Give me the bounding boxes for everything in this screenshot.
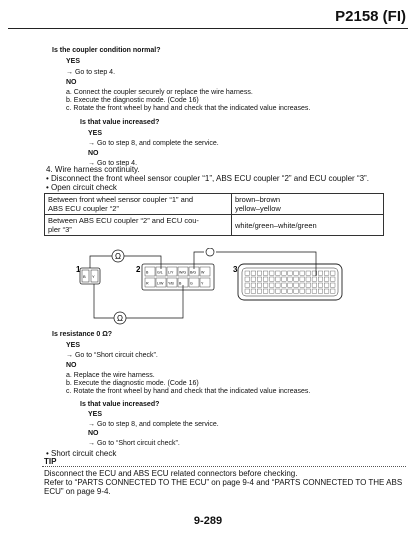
table-row <box>45 215 384 236</box>
no-label: NO <box>66 362 77 369</box>
pin-label: G/L <box>157 270 163 275</box>
pin-label: B <box>83 274 86 279</box>
tip-label: TIP <box>44 457 57 466</box>
header-rule <box>8 28 408 29</box>
ecu-pin <box>294 277 299 281</box>
pin-label: B <box>179 281 182 286</box>
sub-no-action: → Go to step 4. <box>88 160 138 167</box>
ecu-pin <box>269 289 274 293</box>
resistance-question: Is resistance 0 Ω? <box>52 331 113 338</box>
cell-text: white/green–white/green <box>235 220 317 230</box>
pin-label: W/G <box>179 270 187 275</box>
table-cell <box>45 194 232 215</box>
ecu-pin <box>263 271 268 275</box>
pin-label: B/G <box>190 270 197 275</box>
ecu-pin <box>300 289 305 293</box>
ecu-pin <box>318 277 323 281</box>
coupler-3 <box>238 264 342 300</box>
ecu-pin <box>324 277 329 281</box>
coupler-1-label: 1 <box>76 265 81 274</box>
ecu-pin <box>294 271 299 275</box>
ecu-pin <box>245 271 250 275</box>
cell-text: Between front wheel sensor coupler “1” and <box>48 195 194 204</box>
ecu-pin <box>257 271 262 275</box>
coupler-3-label: 3 <box>233 265 238 274</box>
ecu-pin <box>312 283 317 287</box>
pin-label: Y <box>201 281 204 286</box>
ecu-pin <box>306 283 311 287</box>
ecu-pin <box>318 289 323 293</box>
sub-no-action: → Go to “Short circuit check”. <box>88 440 180 447</box>
pin-label: G <box>190 281 193 286</box>
page-number: 9-289 <box>193 515 223 527</box>
sub-yes-label: YES <box>88 130 103 137</box>
ecu-pin <box>306 277 311 281</box>
ecu-pin <box>245 283 250 287</box>
yes-action: → Go to step 4. <box>66 69 116 76</box>
ecu-pin <box>257 289 262 293</box>
ecu-pin <box>257 277 262 281</box>
ecu-pin <box>251 289 256 293</box>
ecu-pin <box>263 289 268 293</box>
ecu-pin <box>306 271 311 275</box>
ecu-pin <box>312 289 317 293</box>
ecu-pin <box>288 289 293 293</box>
step-c: c. Rotate the front wheel by hand and check that the indicated value increases. <box>66 105 311 112</box>
pin-label: L/Y <box>168 270 174 275</box>
sub-question: Is that value increased? <box>80 119 160 126</box>
wiring-diagram <box>70 248 350 330</box>
yes-action: → Go to “Short circuit check”. <box>66 352 158 359</box>
cell-text: pler “3” <box>48 225 72 234</box>
sub-yes-label: YES <box>88 411 103 418</box>
tip-line-3: ECU” on page 9-4. <box>44 487 111 496</box>
cell-text: brown–brown <box>235 195 281 204</box>
ecu-pin <box>300 283 305 287</box>
sub-no-label: NO <box>88 430 99 437</box>
ecu-pin <box>282 283 287 287</box>
short-circuit-bullet: • Short circuit check <box>46 449 117 458</box>
ecu-pin <box>269 271 274 275</box>
ecu-pin <box>330 289 335 293</box>
pin-label: L/W <box>157 281 164 286</box>
yes-label: YES <box>66 58 81 65</box>
ecu-pin <box>300 271 305 275</box>
ecu-pin <box>282 289 287 293</box>
sub-question: Is that value increased? <box>80 401 160 408</box>
sub-no-label: NO <box>88 150 99 157</box>
ecu-pin <box>324 289 329 293</box>
table-cell <box>232 194 384 215</box>
ecu-pin <box>294 283 299 287</box>
ecu-pin <box>312 277 317 281</box>
ecu-pin <box>269 283 274 287</box>
page-code-title: P2158 (FI) <box>335 8 406 25</box>
ecu-pin <box>276 289 281 293</box>
ecu-pin <box>245 277 250 281</box>
step-a: a. Replace the wire harness. <box>66 372 155 379</box>
yes-label: YES <box>66 342 81 349</box>
pin-label: W <box>201 270 205 275</box>
ecu-pin <box>294 289 299 293</box>
step-b: b. Execute the diagnostic mode. (Code 16) <box>66 380 199 387</box>
ohm-symbol: Ω <box>117 314 123 323</box>
ecu-pin <box>282 277 287 281</box>
tip-line-2: Refer to “PARTS CONNECTED TO THE ECU” on page 9-4 and “PARTS CONNECTED TO THE ABS <box>44 478 403 487</box>
ecu-pin <box>324 271 329 275</box>
ecu-pin <box>276 277 281 281</box>
continuity-table <box>44 193 384 236</box>
ecu-pin <box>276 271 281 275</box>
no-label: NO <box>66 79 77 86</box>
table-cell <box>232 215 384 236</box>
step-a: a. Connect the coupler securely or replace the wire harness. <box>66 89 253 96</box>
table-row <box>45 194 384 215</box>
ecu-pin <box>282 271 287 275</box>
coupler-2-label: 2 <box>136 265 141 274</box>
ecu-pin <box>288 271 293 275</box>
sub-yes-action: → Go to step 8, and complete the service. <box>88 421 219 428</box>
coupler-2 <box>142 264 214 290</box>
ecu-pin <box>251 283 256 287</box>
step4-title: 4. Wire harness continuity. <box>46 165 140 174</box>
pin-label: Y <box>92 274 95 279</box>
ecu-pin <box>306 289 311 293</box>
step4-bullet-disconnect: • Disconnect the front wheel sensor coupler “1”, ABS ECU coupler “2” and ECU coupler “3”. <box>46 174 369 183</box>
cell-text: yellow–yellow <box>235 204 281 213</box>
pin-label: Y/B <box>168 281 174 286</box>
coupler-1 <box>80 268 100 284</box>
table-cell <box>45 215 232 236</box>
cell-text: Between ABS ECU coupler “2” and ECU cou- <box>48 216 199 225</box>
ecu-pin <box>330 283 335 287</box>
tip-divider <box>42 466 406 467</box>
step-b: b. Execute the diagnostic mode. (Code 16) <box>66 97 199 104</box>
ecu-pin <box>263 283 268 287</box>
ecu-pin <box>324 283 329 287</box>
step4-bullet-open-circuit: • Open circuit check <box>46 183 117 192</box>
pin-label: R <box>146 281 149 286</box>
ecu-pin <box>263 277 268 281</box>
sub-yes-action: → Go to step 8, and complete the service. <box>88 140 219 147</box>
ecu-pin <box>330 271 335 275</box>
ecu-pin <box>251 271 256 275</box>
cell-text: ABS ECU coupler “2” <box>48 204 119 213</box>
ecu-pin <box>251 277 256 281</box>
ecu-pin <box>330 277 335 281</box>
ecu-pin <box>300 277 305 281</box>
ecu-pin <box>276 283 281 287</box>
ecu-pin <box>288 277 293 281</box>
tip-line-1: Disconnect the ECU and ABS ECU related connectors before checking. <box>44 469 298 478</box>
pin-label: B <box>146 270 149 275</box>
ohm-symbol: Ω <box>115 252 121 261</box>
coupler-question: Is the coupler condition normal? <box>52 47 161 54</box>
ecu-pin <box>318 283 323 287</box>
ecu-pin <box>257 283 262 287</box>
ecu-pin <box>288 283 293 287</box>
ecu-pin <box>318 271 323 275</box>
step-c: c. Rotate the front wheel by hand and check that the indicated value increases. <box>66 388 311 395</box>
ecu-pin <box>245 289 250 293</box>
ecu-pin <box>269 277 274 281</box>
